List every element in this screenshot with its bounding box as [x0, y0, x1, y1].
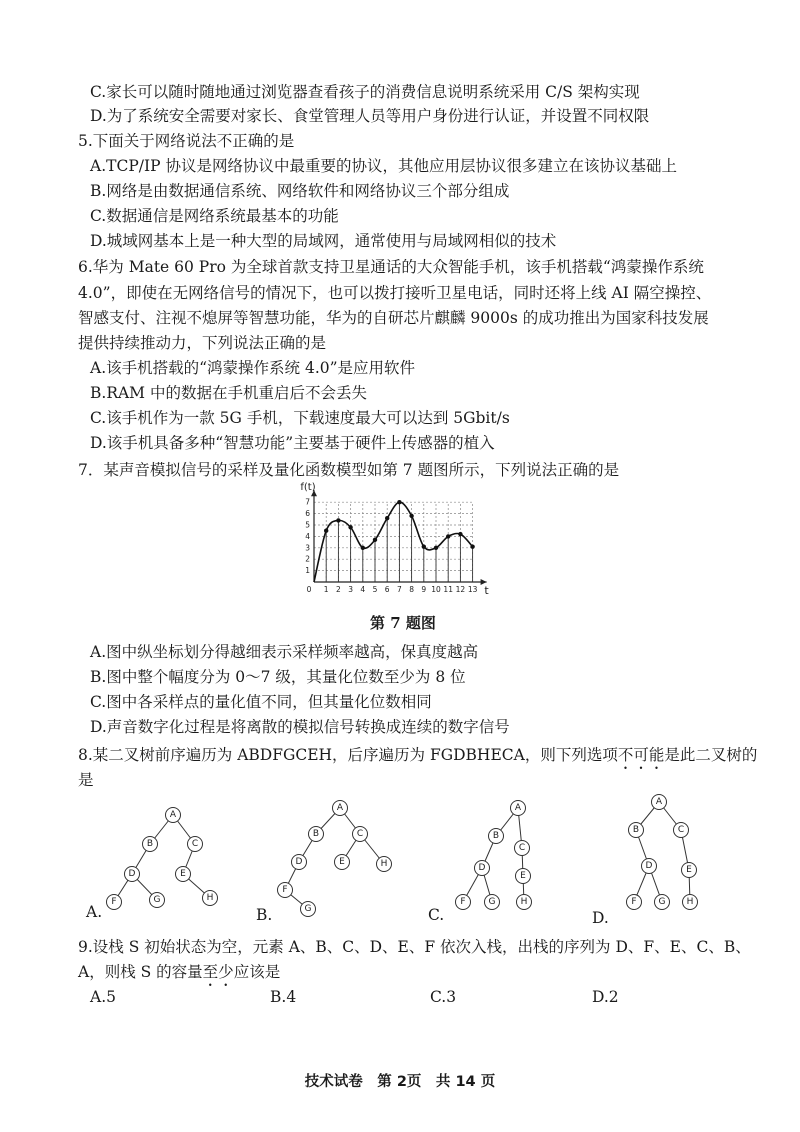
q7-option-c: C.图中各采样点的量化值不同，但其量化位数相同 [90, 693, 432, 711]
tree-a-node-b [143, 837, 158, 852]
q8-tree-a [96, 800, 236, 915]
y-tick-label-4: 4 [305, 531, 310, 541]
q7-signal-chart [292, 482, 492, 604]
tree-c-node-f [456, 895, 471, 910]
tree-b-node-c [353, 827, 368, 842]
x-tick-label-5: 5 [372, 585, 378, 594]
tree-b-node-f [278, 883, 293, 898]
q9-stem-line2 [78, 962, 280, 990]
svg-text:H: H [686, 897, 694, 907]
tree-d-node-b [629, 823, 644, 838]
tree-d-node-d [642, 859, 657, 874]
origin-label: 0 [306, 585, 312, 594]
x-tick-label-3: 3 [348, 585, 353, 594]
tree-d-node-h [683, 895, 698, 910]
y-axis-label: f(t) [300, 482, 316, 494]
tree-d-node-e [682, 863, 697, 878]
svg-text:A: A [514, 803, 522, 813]
svg-text:C: C [518, 843, 526, 853]
q9-stem-line1: 9.设栈 S 初始状态为空，元素 A、B、C、D、E、F 依次入栈，出栈的序列为 D、F、E、C、B、 [78, 938, 751, 956]
svg-text:A: A [336, 803, 344, 813]
svg-text:E: E [520, 871, 526, 881]
x-tick-label-1: 1 [323, 585, 329, 594]
svg-text:C: C [191, 839, 199, 849]
svg-text:A: A [169, 810, 177, 820]
svg-text:B: B [312, 829, 320, 839]
tree-d-node-g [655, 895, 670, 910]
tree-b-node-d [292, 855, 307, 870]
q8-stem-emphasis: 不可能 [617, 746, 665, 764]
tree-a-node-c [188, 837, 203, 852]
q7-option-a: A.图中纵坐标划分得越细表示采样频率越高，保真度越高 [90, 643, 479, 661]
q8-label-b: B. [256, 906, 273, 924]
svg-text:H: H [206, 893, 214, 903]
svg-text:E: E [686, 865, 692, 875]
q7-figure-caption: 第 7 题图 [370, 614, 436, 632]
svg-text:E: E [339, 857, 345, 867]
tree-a-node-d [125, 867, 140, 882]
q6-stem-line4: 提供持续推动力，下列说法正确的是 [78, 334, 327, 352]
q9-option-b: B.4 [270, 988, 297, 1006]
y-tick-label-2: 2 [305, 554, 310, 564]
svg-text:G: G [304, 904, 312, 914]
sample-point-10 [434, 546, 438, 550]
sample-point-1 [324, 529, 328, 533]
q4-option-c: C.家长可以随时随地通过浏览器查看孩子的消费信息说明系统采用 C/S 架构实现 [90, 83, 640, 101]
q5-option-d: D.城域网基本上是一种大型的局域网，通常使用与局域网相似的技术 [90, 232, 557, 250]
q8-label-d: D. [592, 909, 609, 927]
svg-text:G: G [658, 897, 666, 907]
x-tick-label-7: 7 [397, 585, 402, 594]
x-axis-label: t [484, 584, 489, 597]
x-tick-label-8: 8 [409, 585, 414, 594]
tree-a-node-a [166, 808, 181, 823]
q9-option-c: C.3 [430, 988, 457, 1006]
q9-stem-post: 应该是 [233, 963, 281, 981]
q9-option-d: D.2 [592, 988, 619, 1006]
q9-stem-emphasis: 至少 [202, 963, 234, 981]
tree-d-node-a [652, 795, 667, 810]
x-tick-label-9: 9 [421, 585, 427, 594]
svg-text:H: H [520, 897, 528, 907]
tree-c-node-b [489, 829, 504, 844]
q9-stem-pre: A，则栈 S 的容量 [78, 963, 203, 981]
tree-d-node-c [674, 823, 689, 838]
tree-b-node-a [333, 801, 348, 816]
q5-option-c: C.数据通信是网络系统最基本的功能 [90, 207, 339, 225]
sample-point-8 [409, 514, 413, 518]
tree-a-node-g [150, 893, 165, 908]
signal-curve [314, 502, 473, 582]
y-tick-label-3: 3 [305, 543, 310, 553]
q6-option-c: C.该手机作为一款 5G 手机，下载速度最大可以达到 5Gbit/s [90, 409, 510, 427]
tree-a-node-f [107, 895, 122, 910]
svg-text:B: B [146, 839, 154, 849]
y-tick-label-6: 6 [305, 509, 310, 519]
svg-text:F: F [631, 897, 637, 907]
sample-point-4 [361, 546, 365, 550]
sample-point-2 [336, 518, 340, 522]
svg-text:C: C [356, 829, 364, 839]
q6-stem-line2: 4.0”，即使在无网络信号的情况下，也可以拨打接听卫星电话，同时还将上线 AI 隔空操控、 [78, 284, 712, 302]
sample-point-12 [458, 532, 462, 536]
svg-text:B: B [492, 831, 500, 841]
svg-text:E: E [180, 869, 186, 879]
q8-stem-line2: 是 [78, 771, 94, 789]
tree-a-node-h [203, 891, 218, 906]
sample-point-6 [385, 516, 389, 520]
svg-text:F: F [282, 885, 288, 895]
q8-stem-pre: 8.某二叉树前序遍历为 ABDFGCEH，后序遍历为 FGDBHECA，则下列选项 [78, 746, 618, 764]
tree-c-node-c [515, 841, 530, 856]
page-footer: 技术试卷 第 2页 共 14 页 [304, 1074, 496, 1090]
x-tick-label-12: 12 [455, 585, 466, 594]
svg-text:F: F [111, 897, 117, 907]
svg-text:G: G [488, 897, 496, 907]
svg-text:B: B [632, 825, 640, 835]
tree-c-node-a [511, 801, 526, 816]
tree-d-node-f [627, 895, 642, 910]
q6-option-d: D.该手机具备多种“智慧功能”主要基于硬件上传感器的植入 [90, 434, 495, 452]
q8-stem-post: 是此二叉树的 [664, 746, 758, 764]
x-tick-label-13: 13 [467, 585, 478, 594]
svg-text:D: D [645, 861, 653, 871]
tree-c-node-d [475, 861, 490, 876]
q7-stem: 7．某声音模拟信号的采样及量化函数模型如第 7 题图所示，下列说法正确的是 [78, 461, 620, 479]
tree-b-node-h [377, 857, 392, 872]
x-tick-label-4: 4 [360, 585, 366, 594]
tree-c-node-e [516, 869, 531, 884]
sample-point-13 [470, 544, 474, 548]
tree-b-node-b [309, 827, 324, 842]
svg-text:A: A [655, 797, 663, 807]
svg-text:F: F [460, 897, 466, 907]
q6-option-b: B.RAM 中的数据在手机重启后不会丢失 [90, 384, 367, 402]
q4-option-d: D.为了系统安全需要对家长、食堂管理人员等用户身份进行认证，并设置不同权限 [90, 107, 650, 125]
sample-point-7 [397, 500, 401, 504]
x-tick-label-2: 2 [336, 585, 341, 594]
y-tick-label-1: 1 [305, 566, 310, 576]
tree-c-node-h [517, 895, 532, 910]
sample-point-11 [446, 534, 450, 538]
x-tick-label-10: 10 [431, 585, 441, 594]
q8-tree-b [266, 796, 406, 916]
q5-stem: 5.下面关于网络说法不正确的是 [78, 132, 295, 150]
q8-label-c: C. [428, 906, 445, 924]
svg-text:D: D [478, 863, 486, 873]
q7-option-d: D.声音数字化过程是将离散的模拟信号转换成连续的数字信号 [90, 718, 510, 736]
sample-point-9 [422, 544, 426, 548]
q9-option-a: A.5 [90, 988, 116, 1006]
x-tick-label-6: 6 [384, 585, 390, 594]
svg-text:D: D [295, 857, 303, 867]
q8-tree-c [440, 796, 550, 916]
q8-stem-line1 [78, 745, 757, 773]
tree-b-node-e [335, 855, 350, 870]
svg-text:C: C [677, 825, 685, 835]
q8-label-a: A. [86, 903, 103, 921]
tree-a-node-e [176, 867, 191, 882]
tree-c-node-g [485, 895, 500, 910]
svg-text:D: D [128, 869, 136, 879]
sample-point-5 [373, 538, 377, 542]
svg-text:H: H [380, 859, 388, 869]
y-tick-label-5: 5 [305, 520, 310, 530]
y-tick-label-7: 7 [305, 497, 310, 507]
q6-stem-line1: 6.华为 Mate 60 Pro 为全球首款支持卫星通话的大众智能手机，该手机搭载“鸿蒙操作系统 [78, 258, 704, 276]
q5-option-a: A.TCP/IP 协议是网络协议中最重要的协议，其他应用层协议很多建立在该协议基础上 [90, 157, 677, 175]
q6-stem-line3: 智感支付、注视不熄屏等智慧功能，华为的自研芯片麒麟 9000s 的成功推出为国家科技发展 [78, 309, 709, 327]
q6-option-a: A.该手机搭载的“鸿蒙操作系统 4.0”是应用软件 [90, 359, 416, 377]
svg-text:G: G [153, 895, 161, 905]
tree-b-node-g [301, 902, 316, 917]
q5-option-b: B.网络是由数据通信系统、网络软件和网络协议三个部分组成 [90, 182, 510, 200]
sample-point-3 [348, 525, 352, 529]
q7-option-b: B.图中整个幅度分为 0～7 级，其量化位数至少为 8 位 [90, 668, 466, 686]
q8-tree-d [612, 790, 722, 915]
x-tick-label-11: 11 [443, 585, 453, 594]
